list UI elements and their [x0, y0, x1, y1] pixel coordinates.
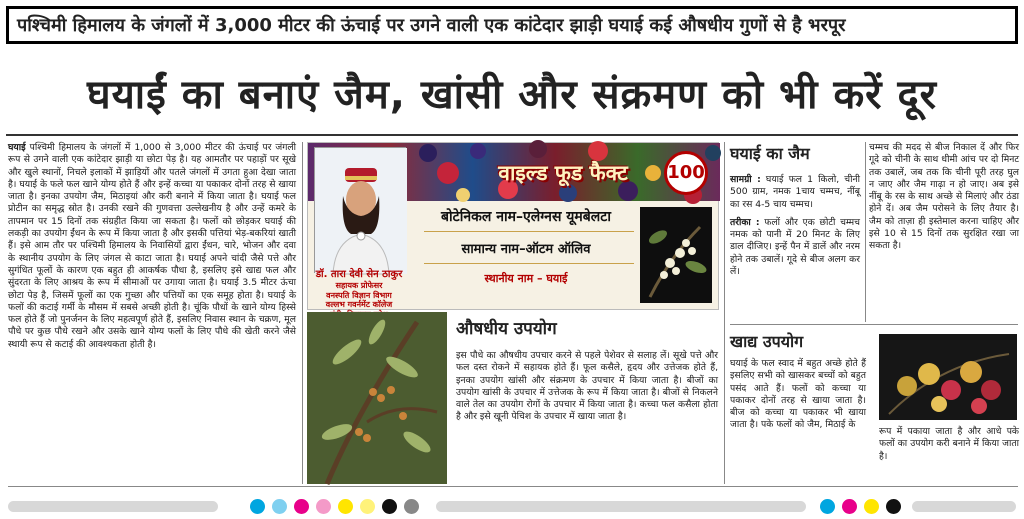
author-portrait — [314, 147, 406, 273]
feature-number-badge: 100 — [664, 151, 708, 195]
ingredients-label: सामग्री : — [730, 174, 761, 185]
color-mark — [820, 499, 835, 514]
info-divider — [424, 231, 634, 232]
flower-image — [640, 207, 712, 303]
intro-column — [8, 142, 296, 482]
food-section — [730, 330, 866, 482]
section-divider — [730, 324, 1018, 325]
info-divider — [424, 263, 634, 264]
kicker-text: पश्चिमी हिमालय के जंगलों में 3,000 मीटर की ऊंचाई पर उगने वाली एक कांटेदार झाड़ी घयाई कई औषधीय गुणों से है भरपूर — [17, 15, 846, 36]
author-line: वनस्पति विज्ञान विभाग — [326, 290, 392, 300]
intro-lead: घयाई — [8, 142, 26, 153]
author-name: डॉ. तारा देवी सेन ठाकुर — [315, 269, 403, 280]
jam-method — [730, 217, 860, 278]
color-mark — [886, 499, 901, 514]
ingredients-text: घयाई फल 1 किलो, चीनी 500 ग्राम, नमक 1चाय चम्मच, नींबू का रस 4-5 चाय चम्मच। — [730, 174, 860, 210]
column-divider — [865, 142, 866, 322]
plant-photo — [307, 312, 447, 484]
food-heading: खाद्य उपयोग — [730, 332, 804, 351]
color-mark — [294, 499, 309, 514]
registration-bar — [912, 501, 1016, 512]
author-portrait-image — [315, 148, 407, 274]
jam-ingredients — [730, 174, 860, 211]
jam-heading: घयाई का जैम — [730, 144, 810, 163]
color-mark — [404, 499, 419, 514]
fruit-image — [879, 334, 1017, 420]
column-divider — [302, 142, 303, 484]
color-mark — [842, 499, 857, 514]
plant-image — [307, 312, 447, 484]
food-text: घयाई के फल स्वाद में बहुत अच्छे होते हैं इसलिए सभी को खासकर बच्चों को बहुत पसंद आते हैं। फलों को कच्चा या पकाकर दोनों तरह से खाया जाता है। बीज को कच्चा या पकाकर भी खाया जाता है। पके फलों को जैम, मिठाई के — [730, 358, 866, 431]
color-mark — [360, 499, 375, 514]
color-mark — [272, 499, 287, 514]
color-mark — [316, 499, 331, 514]
color-mark — [382, 499, 397, 514]
medicinal-text: इस पौधे का औषधीय उपचार करने से पहले पेशेवर से सलाह लें। सूखे पत्ते और फल दस्त रोकने में सहायक होते हैं। फूल कसैले, हृदय और उत्तेजक होते हैं, इनका उपयोग खांसी और संक्रमण के उपचार में किया जाता है। बीजों का उपयोग खांसी के उपचार में उत्तेजक के रूप में किया जाता है। बीजों से निकलने वाले तेल का उपयोग रोगों के उपचार में किया जाता है। कच्चा फल कसैला होता है और इसे खूनी पेचिश के उपचार में खाया जाता है। — [456, 350, 718, 423]
color-mark — [338, 499, 353, 514]
bottom-rule — [8, 486, 1018, 487]
feature-title: वाइल्ड फूड फैक्ट — [498, 161, 628, 185]
fruit-photo — [879, 334, 1017, 420]
method-label: तरीका : — [730, 216, 760, 228]
headline: घयाईं का बनाएं जैम, खांसी और संक्रमण को भी करें दूर — [86, 72, 938, 118]
food-continued: रूप में पकाया जाता है और आधे पके फलों का उपयोग करी बनाने में किया जाता है। — [879, 426, 1019, 462]
local-name: स्थानीय नाम – घयाई — [484, 272, 568, 285]
intro-text: पश्चिमी हिमालय के जंगलों में 1,000 से 3,000 मीटर की ऊंचाई पर जंगली रूप से उगने वाली एक कांटेदार झाड़ी या छोटा पेड़ है। यह आमतौर पर पहाड़ों पर सूखे और खुले स्थानों, निचले इलाकों में झाड़ियों और पतले जंगलों में उगता हुआ देखा जाता है। घयाई के फले फल खाने योग्य होते हैं और इन्हें कच्चा या पकाकर दोनों तरह से खाया जाता है। इनका उपयोग जैम, मिठाइयां और करी बनाने में किया जाता है। घयाई फल प्रोटीन का समृद्ध स्रोत है। उनकी रखने की गुणवत्ता उल्लेखनीय है और उन्हें कमरे के तापमान पर 15 दिनों तक संग्रहीत किया जा सकता है। फलों को छोड़कर घयाई की लकड़ी का उपयोग ईंधन के रूप में किया जाता है और इसकी पत्तियां भेड़-बकरियां खाती हैं। इसे आम तौर पर पश्चिमी हिमालय के निवासियों द्वारा ईंधन, चारे, भोजन और दवा के स्थानीय उपयोग के लिए जंगल से काटा जाता है। घयाई अपने चांदी जैसे पत्ते और सुगंधित फूलों के कारण एक बहुत ही आकर्षक पौधा है, इसलिए इसे खाद्य फल और सुंदरता के लिए आश्रय के रूप में सीमाओं पर उगाया जाता है। घयाई 3.5 मीटर ऊंचा छोटा पेड़ है, जिसमें फूलों का एक गुच्छा और पत्तियों का एक समूह होता है। घयाई के फलों की कटाई गर्मी के मौसम में सबसे अच्छी होती है। चूंकि पौधों के खाने योग्य हिस्से फल होते हैं जो पुनर्जनन के लिए महत्वपूर्ण होते हैं, इसलिए निवास स्थान के चक्रण, मूल पौधे पर कुछ पौधे रखने और उसके खाने योग्य फलों के लिए पौधे की खेती करने जैसे स्थायी रूप से कटाई की आवश्यकता होती है। — [8, 142, 296, 350]
headline-rule — [6, 134, 1018, 136]
method-text: फलों और एक छोटी चम्मच नमक को पानी में 20 मिनट के लिए डाल दीजिए। इन्हें पैन में डालें और नरम होने तक उबालें। गूदे से बीज अलग कर लें। — [730, 216, 860, 278]
color-mark — [250, 499, 265, 514]
common-name: सामान्य नाम–ऑटम ऑलिव — [461, 242, 591, 257]
kicker-banner — [6, 6, 1018, 44]
column-divider — [724, 142, 725, 484]
registration-bar — [8, 501, 218, 512]
color-mark — [864, 499, 879, 514]
feature-panel — [307, 142, 719, 310]
medicinal-heading: औषधीय उपयोग — [456, 319, 557, 339]
author-line: सहायक प्रोफेसर — [335, 281, 383, 290]
jam-continued: चम्मच की मदद से बीज निकाल दें और फिर गूदे को चीनी के साथ धीमी आंच पर दो मिनट तक उबालें, जब तक कि चीनी पूरी तरह घुल न जाए और जैम गाढ़ा न हो जाए। अब इसे नींबू के रस के साथ अच्छे से मिलाएं और ठंडा होने दें। अब जैम परोसने के लिए तैयार है। जैम को ताज़ा ही इस्तेमाल करना चाहिए और इसे 10 से 15 दिनों तक सुरक्षित रखा जा सकता है। — [869, 142, 1019, 252]
botanical-name: बोटेनिकल नाम–एलेग्नस यूमबेलटा — [441, 209, 611, 225]
author-line: वल्लभ गवर्नमेंट कॉलेज — [325, 300, 393, 309]
flower-photo — [640, 207, 712, 303]
jam-section — [730, 142, 860, 278]
print-registration-strip — [0, 492, 1024, 519]
registration-bar — [436, 501, 806, 512]
